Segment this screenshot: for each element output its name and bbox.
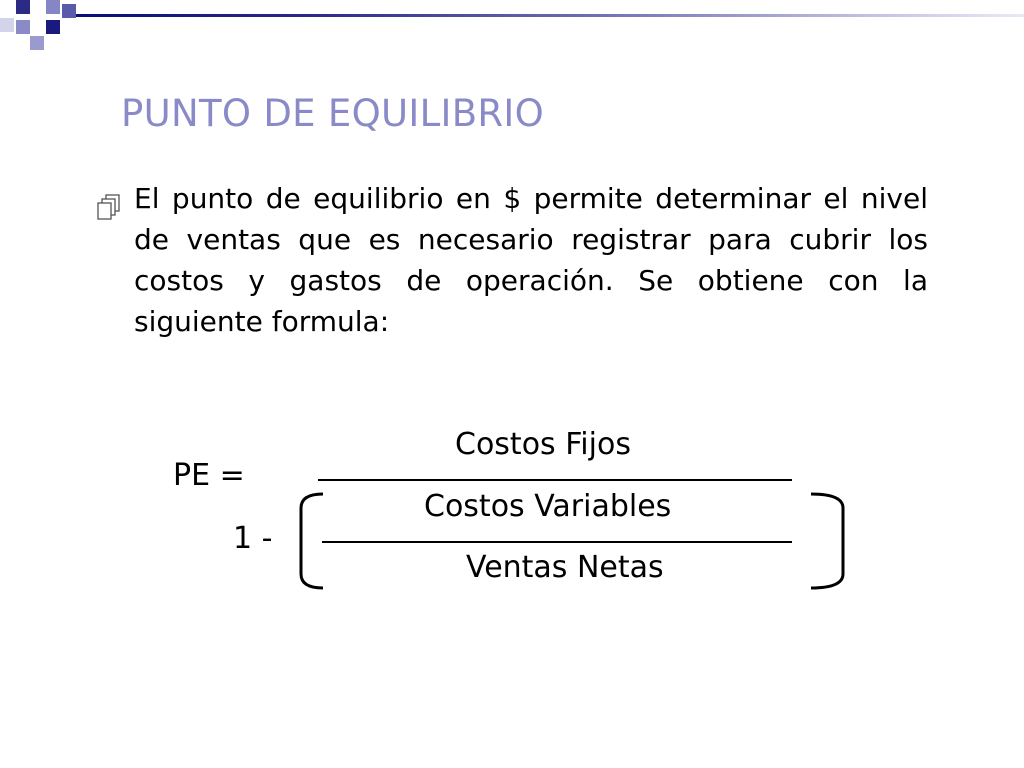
formula-inner-numerator: Costos Variables — [424, 489, 672, 524]
logo-square — [0, 18, 14, 32]
slide-title: PUNTO DE EQUILIBRIO — [121, 92, 545, 135]
logo-square — [46, 20, 60, 34]
logo-square — [16, 0, 30, 14]
logo-square — [16, 20, 30, 34]
logo-square — [30, 36, 44, 50]
inner-fraction-line — [322, 541, 792, 543]
stacked-pages-bullet-icon — [97, 194, 121, 220]
logo-square — [46, 0, 60, 14]
formula-one-minus: 1 - — [233, 521, 273, 556]
main-fraction-line — [318, 479, 792, 481]
right-bracket — [805, 490, 853, 592]
formula-numerator: Costos Fijos — [455, 427, 631, 462]
logo-square — [62, 4, 76, 18]
formula-lhs: PE = — [173, 458, 245, 493]
header-rule — [76, 14, 1024, 17]
bullet-text: El punto de equilibrio en $ permite determinar el nivel de ventas que es necesario registrar para cubrir los costos y gastos de operación. Se obtiene con la siguiente formula: — [134, 182, 928, 338]
formula-inner-denominator: Ventas Netas — [466, 550, 664, 585]
